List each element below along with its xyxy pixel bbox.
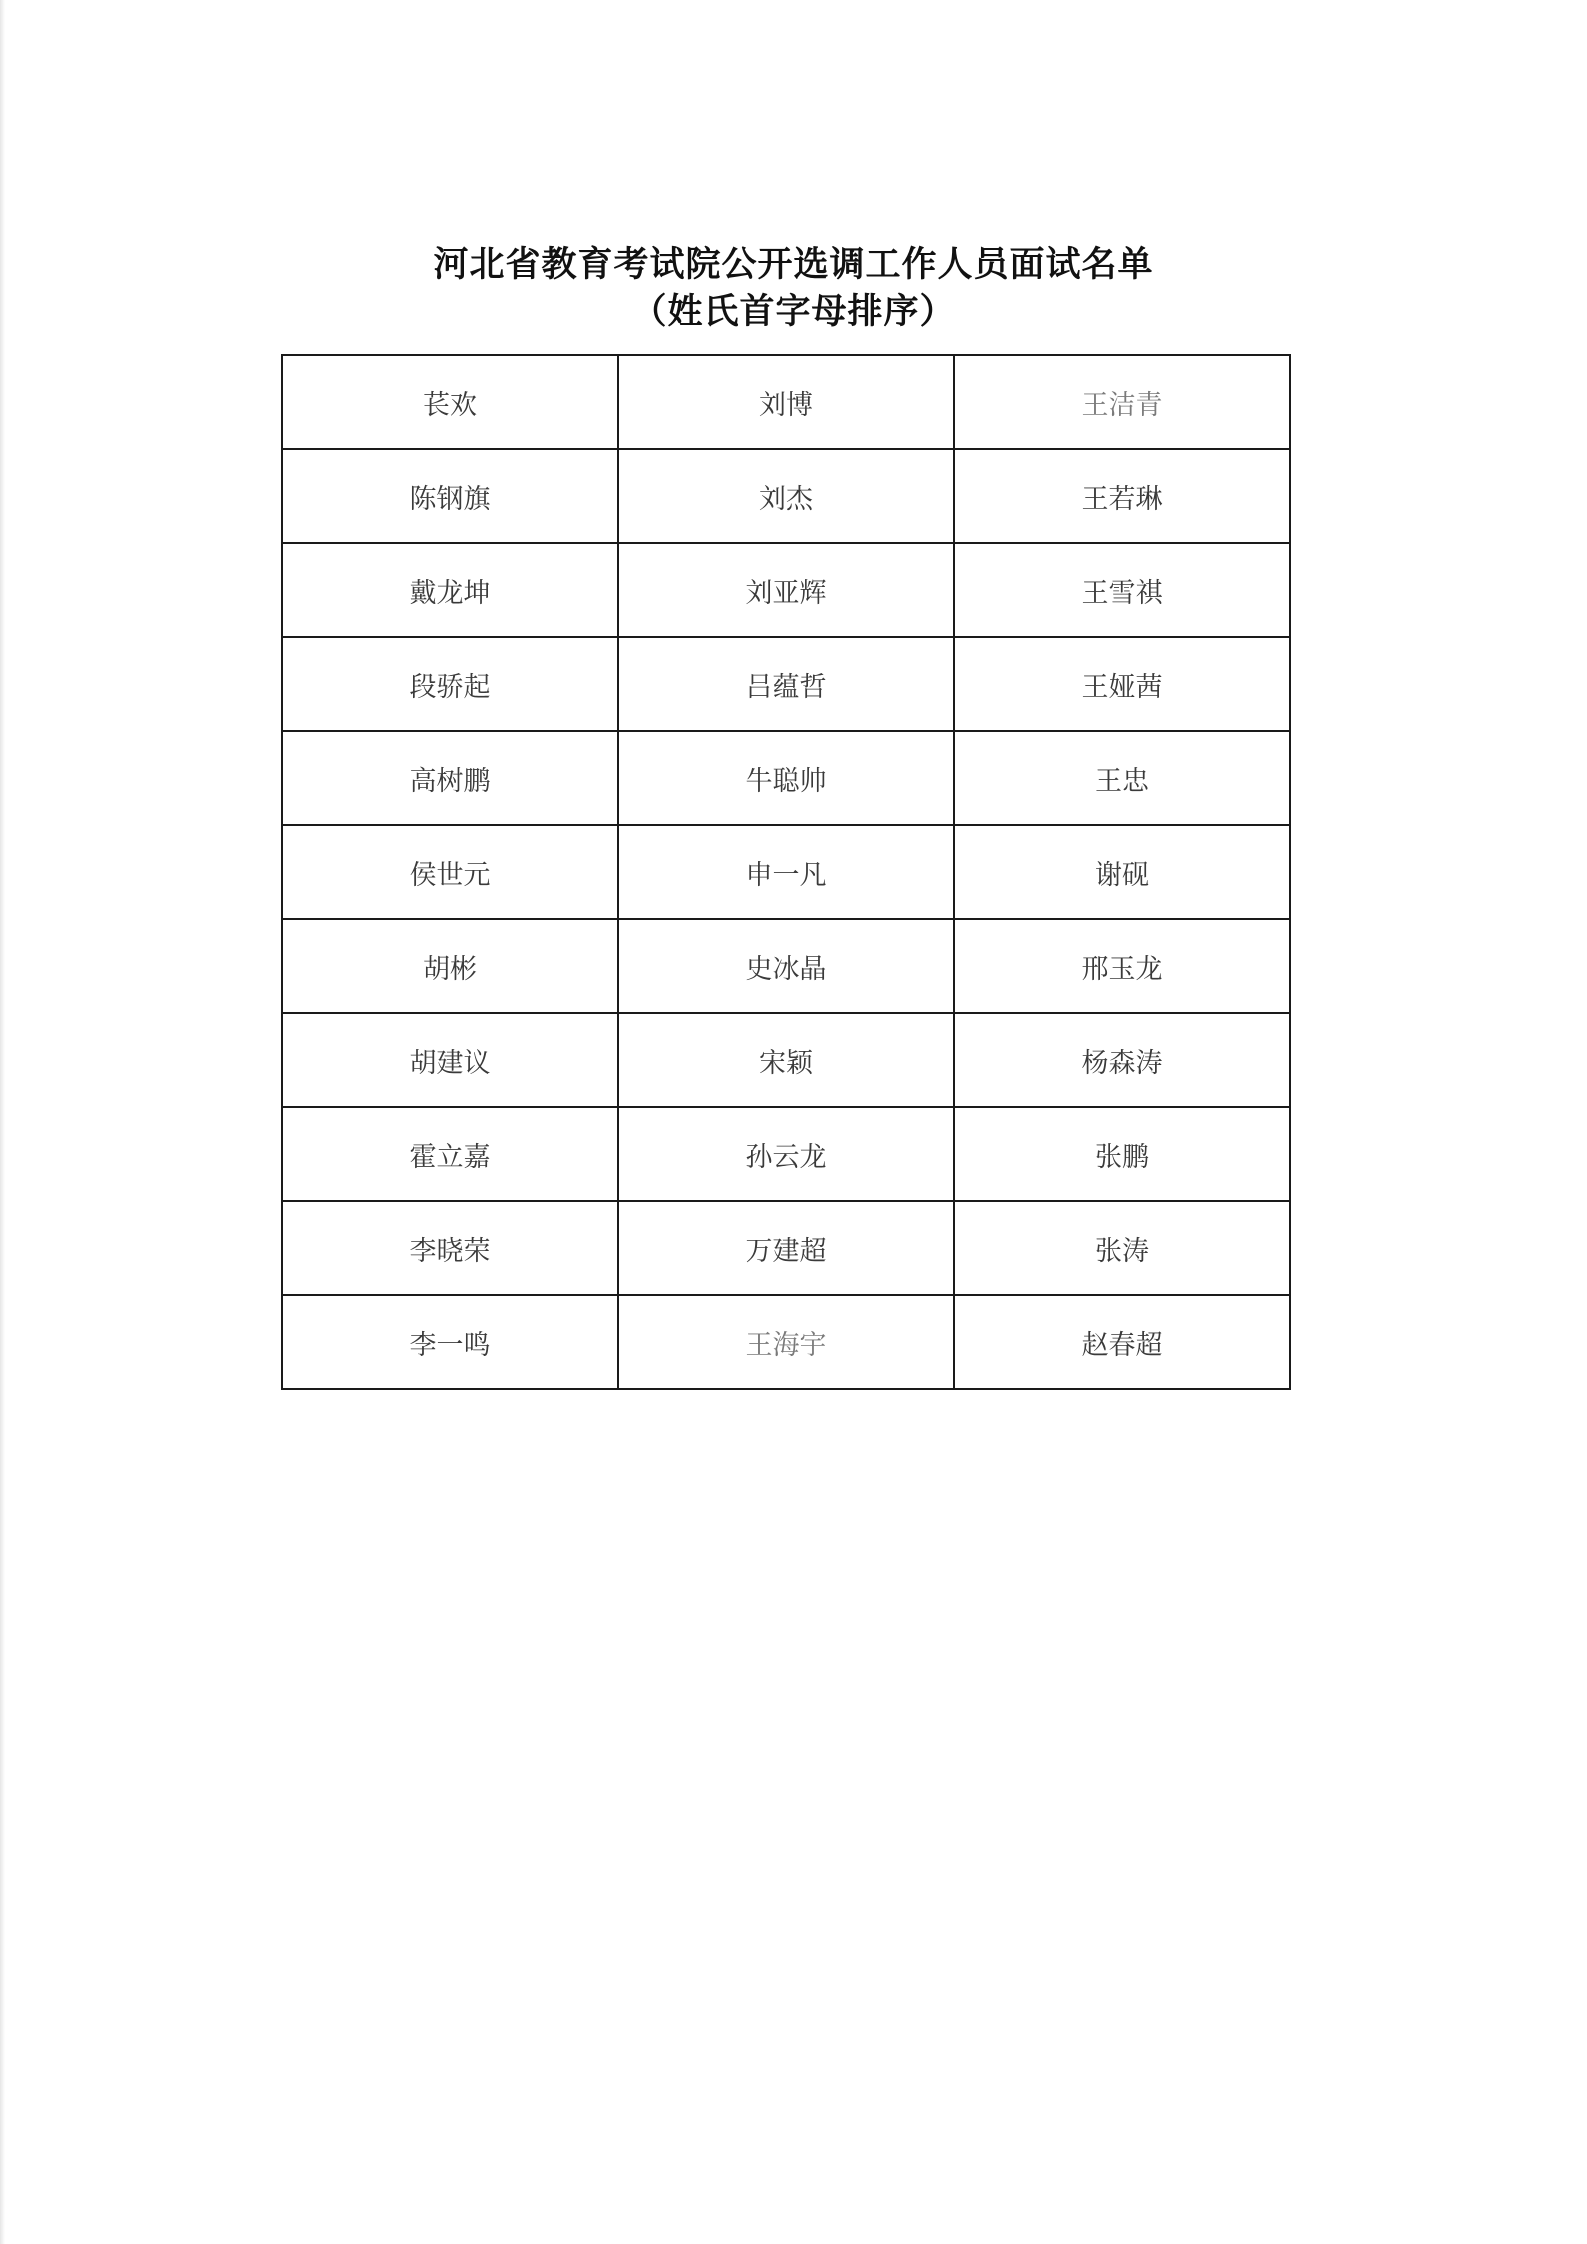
page-edge <box>0 0 5 2244</box>
table-cell: 宋颖 <box>618 1013 954 1107</box>
table-cell: 刘杰 <box>618 449 954 543</box>
table-cell: 胡彬 <box>282 919 618 1013</box>
table-cell: 牛聪帅 <box>618 731 954 825</box>
table-cell: 申一凡 <box>618 825 954 919</box>
table-cell: 李一鸣 <box>282 1295 618 1389</box>
table-cell: 王海宇 <box>618 1295 954 1389</box>
table-cell: 陈钢旗 <box>282 449 618 543</box>
table-row <box>282 1107 1290 1201</box>
table-row <box>282 543 1290 637</box>
table-row <box>282 1295 1290 1389</box>
table-row <box>282 731 1290 825</box>
table-cell: 吕蕴哲 <box>618 637 954 731</box>
table-cell: 史冰晶 <box>618 919 954 1013</box>
table-row <box>282 1013 1290 1107</box>
table-cell: 王忠 <box>954 731 1290 825</box>
table-cell: 王若琳 <box>954 449 1290 543</box>
table-cell: 苌欢 <box>282 355 618 449</box>
table-cell: 刘博 <box>618 355 954 449</box>
table-cell: 邢玉龙 <box>954 919 1290 1013</box>
table-cell: 李晓荣 <box>282 1201 618 1295</box>
table-cell: 高树鹏 <box>282 731 618 825</box>
table-cell: 孙云龙 <box>618 1107 954 1201</box>
table-cell: 王娅茜 <box>954 637 1290 731</box>
table-row <box>282 1201 1290 1295</box>
document-subtitle: （姓氏首字母排序） <box>631 291 956 332</box>
table-cell: 霍立嘉 <box>282 1107 618 1201</box>
table-cell: 胡建议 <box>282 1013 618 1107</box>
table-row <box>282 355 1290 449</box>
candidate-name-table <box>281 354 1291 1390</box>
table-cell: 王洁青 <box>954 355 1290 449</box>
table-row <box>282 637 1290 731</box>
table-cell: 刘亚辉 <box>618 543 954 637</box>
table-cell: 段骄起 <box>282 637 618 731</box>
table-cell: 戴龙坤 <box>282 543 618 637</box>
table-cell: 张涛 <box>954 1201 1290 1295</box>
table-cell: 张鹏 <box>954 1107 1290 1201</box>
table-cell: 王雪祺 <box>954 543 1290 637</box>
table-row <box>282 919 1290 1013</box>
table-cell: 侯世元 <box>282 825 618 919</box>
table-row <box>282 825 1290 919</box>
table-cell: 谢砚 <box>954 825 1290 919</box>
document-title: 河北省教育考试院公开选调工作人员面试名单 <box>433 244 1154 285</box>
table-cell: 万建超 <box>618 1201 954 1295</box>
table-cell: 杨森涛 <box>954 1013 1290 1107</box>
table-row <box>282 449 1290 543</box>
table-cell: 赵春超 <box>954 1295 1290 1389</box>
